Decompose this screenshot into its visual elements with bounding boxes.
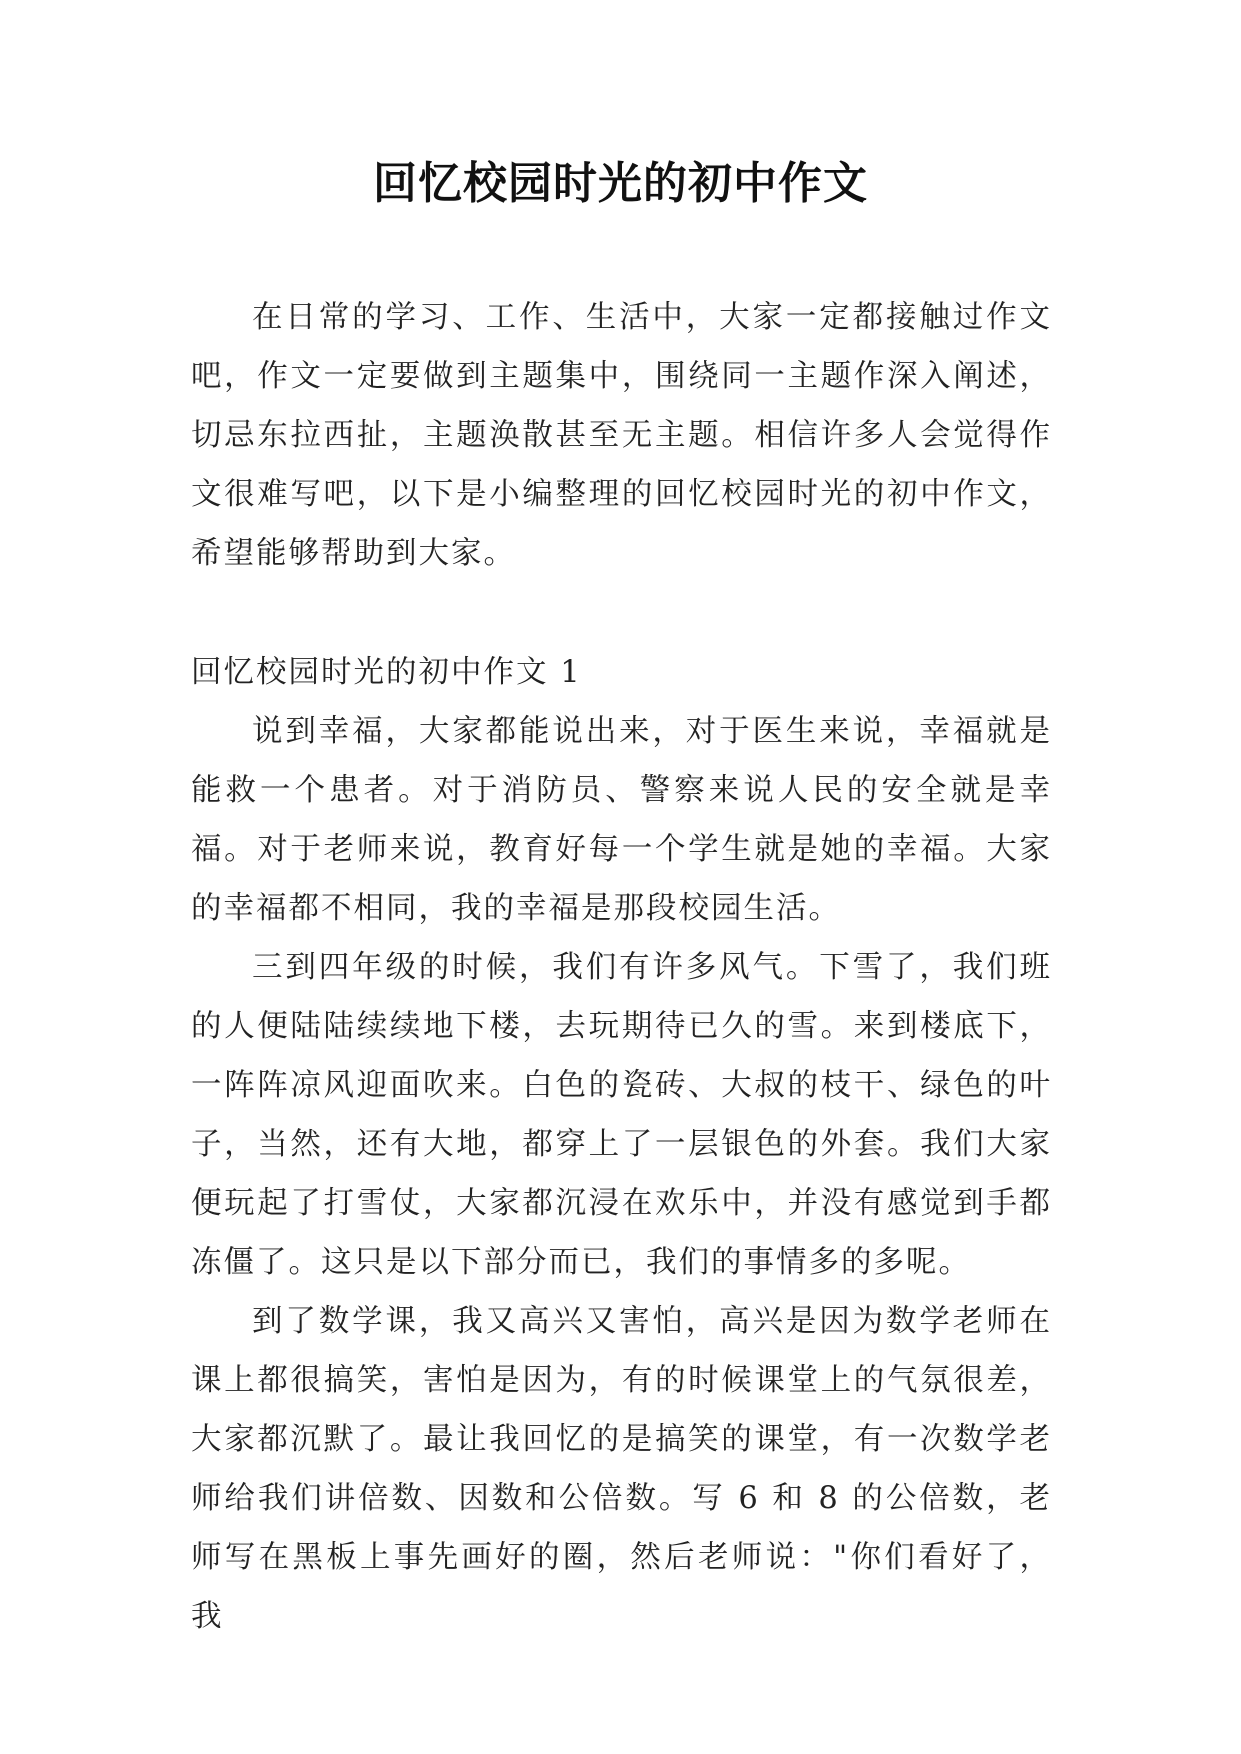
document-body [191,288,1052,1646]
body-paragraph-3: 到了数学课，我又高兴又害怕，高兴是因为数学老师在课上都很搞笑，害怕是因为，有的时候课堂上的气氛很差，大家都沉默了。最让我回忆的是搞笑的课堂，有一次数学老师给我们讲倍数、因数和公倍数。写 6 和 8 的公倍数，老师写在黑板上事先画好的圈，然后老师说："你们看好了，我 [191,1304,1052,1634]
section-heading: 回忆校园时光的初中作文 1 [191,655,582,690]
intro-paragraph: 在日常的学习、工作、生活中，大家一定都接触过作文吧，作文一定要做到主题集中，围绕同一主题作深入阐述，切忌东拉西扯，主题涣散甚至无主题。相信许多人会觉得作文很难写吧，以下是小编整理的回忆校园时光的初中作文，希望能够帮助到大家。 [191,300,1052,571]
body-paragraph-1: 说到幸福，大家都能说出来，对于医生来说，幸福就是能救一个患者。对于消防员、警察来说人民的安全就是幸福。对于老师来说，教育好每一个学生就是她的幸福。大家的幸福都不相同，我的幸福是那段校园生活。 [191,714,1052,926]
document-title: 回忆校园时光的初中作文 [373,158,868,209]
body-paragraph-2: 三到四年级的时候，我们有许多风气。下雪了，我们班的人便陆陆续续地下楼，去玩期待已久的雪。来到楼底下，一阵阵凉风迎面吹来。白色的瓷砖、大叔的枝干、绿色的叶子，当然，还有大地，都穿上了一层银色的外套。我们大家便玩起了打雪仗，大家都沉浸在欢乐中，并没有感觉到手都冻僵了。这只是以下部分而已，我们的事情多的多呢。 [191,950,1052,1280]
